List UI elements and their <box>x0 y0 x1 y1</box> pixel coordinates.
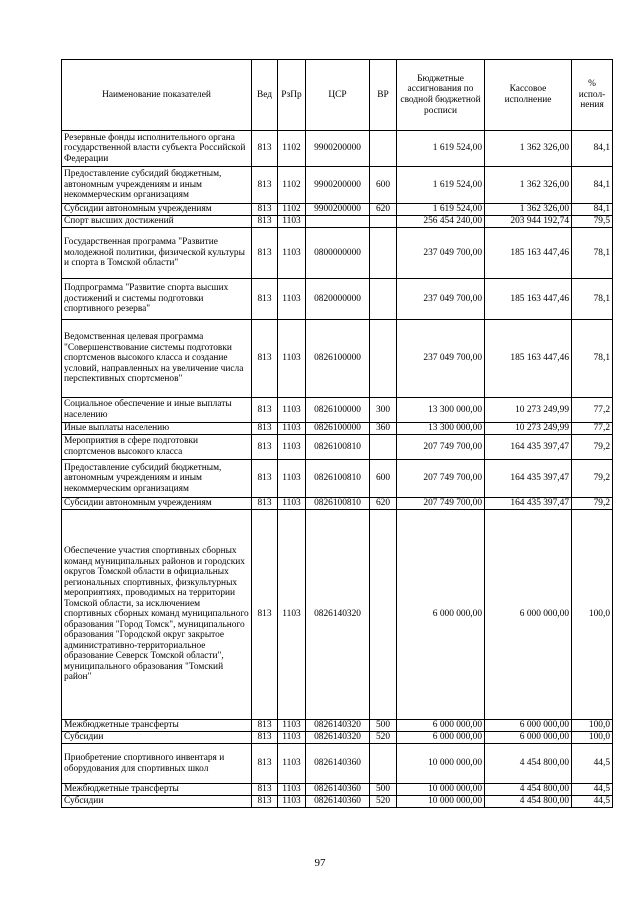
row-cash: 164 435 397,47 <box>485 435 572 460</box>
row-ved: 813 <box>252 460 278 498</box>
col-header-vr: ВР <box>370 60 397 131</box>
table-row <box>62 510 613 720</box>
row-cash: 185 163 447,46 <box>485 228 572 279</box>
row-cash: 164 435 397,47 <box>485 460 572 498</box>
row-vr <box>370 131 397 167</box>
row-ved: 813 <box>252 216 278 228</box>
table-row <box>62 498 613 510</box>
row-vr: 360 <box>370 423 397 435</box>
row-ved: 813 <box>252 784 278 796</box>
row-name: Субсидии автономным учреждениям <box>62 204 252 216</box>
row-name: Социальное обеспечение и иные выплаты населению <box>62 398 252 423</box>
row-csr: 9900200000 <box>306 204 370 216</box>
row-budget: 10 000 000,00 <box>397 744 485 784</box>
table-row <box>62 398 613 423</box>
row-vr: 600 <box>370 167 397 204</box>
row-percent: 100,0 <box>572 720 613 732</box>
row-csr: 0826140360 <box>306 796 370 808</box>
row-percent: 44,5 <box>572 784 613 796</box>
row-rzpr: 1103 <box>278 796 306 808</box>
row-cash: 1 362 326,00 <box>485 131 572 167</box>
row-ved: 813 <box>252 204 278 216</box>
row-budget: 256 454 240,00 <box>397 216 485 228</box>
table-row <box>62 216 613 228</box>
row-percent: 79,5 <box>572 216 613 228</box>
row-rzpr: 1103 <box>278 510 306 720</box>
row-name: Субсидии <box>62 796 252 808</box>
row-budget: 6 000 000,00 <box>397 720 485 732</box>
row-vr: 500 <box>370 784 397 796</box>
row-vr <box>370 216 397 228</box>
row-rzpr: 1103 <box>278 228 306 279</box>
row-cash: 185 163 447,46 <box>485 320 572 398</box>
table-row <box>62 320 613 398</box>
row-rzpr: 1103 <box>278 279 306 320</box>
table-row <box>62 732 613 744</box>
row-budget: 207 749 700,00 <box>397 460 485 498</box>
row-cash: 4 454 800,00 <box>485 796 572 808</box>
row-csr: 0826100810 <box>306 435 370 460</box>
row-csr: 0826100000 <box>306 320 370 398</box>
row-cash: 4 454 800,00 <box>485 784 572 796</box>
row-cash: 10 273 249,99 <box>485 423 572 435</box>
table-row <box>62 423 613 435</box>
row-csr: 0826140320 <box>306 720 370 732</box>
row-vr <box>370 228 397 279</box>
row-ved: 813 <box>252 398 278 423</box>
row-ved: 813 <box>252 510 278 720</box>
row-cash: 203 944 192,74 <box>485 216 572 228</box>
row-ved: 813 <box>252 423 278 435</box>
row-budget: 1 619 524,00 <box>397 131 485 167</box>
row-percent: 78,1 <box>572 320 613 398</box>
col-header-percent: % испол-нения <box>572 60 613 131</box>
row-cash: 1 362 326,00 <box>485 204 572 216</box>
row-budget: 10 000 000,00 <box>397 784 485 796</box>
row-vr: 620 <box>370 204 397 216</box>
row-budget: 207 749 700,00 <box>397 498 485 510</box>
col-header-ved: Вед <box>252 60 278 131</box>
row-percent: 44,5 <box>572 744 613 784</box>
row-vr: 520 <box>370 796 397 808</box>
row-vr: 300 <box>370 398 397 423</box>
row-name: Межбюджетные трансферты <box>62 720 252 732</box>
row-ved: 813 <box>252 279 278 320</box>
row-budget: 237 049 700,00 <box>397 279 485 320</box>
row-rzpr: 1102 <box>278 131 306 167</box>
row-csr: 0826100810 <box>306 460 370 498</box>
row-ved: 813 <box>252 320 278 398</box>
table-row <box>62 435 613 460</box>
row-ved: 813 <box>252 720 278 732</box>
col-header-rzpr: РзПр <box>278 60 306 131</box>
row-name: Предоставление субсидий бюджетным, автономным учреждениям и иным некоммерческим организациям <box>62 460 252 498</box>
row-cash: 10 273 249,99 <box>485 398 572 423</box>
row-ved: 813 <box>252 796 278 808</box>
row-budget: 237 049 700,00 <box>397 320 485 398</box>
table-row <box>62 796 613 808</box>
row-percent: 78,1 <box>572 228 613 279</box>
row-rzpr: 1103 <box>278 744 306 784</box>
row-name: Государственная программа "Развитие молодежной политики, физической культуры и спорта в Томской области" <box>62 228 252 279</box>
row-percent: 79,2 <box>572 435 613 460</box>
row-cash: 1 362 326,00 <box>485 167 572 204</box>
row-percent: 79,2 <box>572 498 613 510</box>
col-header-budget: Бюджетные ассигнования по сводной бюджетной росписи <box>397 60 485 131</box>
row-ved: 813 <box>252 498 278 510</box>
row-name: Приобретение спортивного инвентаря и оборудования для спортивных школ <box>62 744 252 784</box>
row-rzpr: 1103 <box>278 498 306 510</box>
table-row <box>62 279 613 320</box>
row-csr: 0826140320 <box>306 510 370 720</box>
row-percent: 77,2 <box>572 398 613 423</box>
table-row <box>62 720 613 732</box>
row-percent: 100,0 <box>572 732 613 744</box>
row-rzpr: 1103 <box>278 720 306 732</box>
row-rzpr: 1103 <box>278 784 306 796</box>
row-percent: 44,5 <box>572 796 613 808</box>
row-ved: 813 <box>252 744 278 784</box>
row-csr: 0826140320 <box>306 732 370 744</box>
row-rzpr: 1102 <box>278 204 306 216</box>
row-percent: 100,0 <box>572 510 613 720</box>
col-header-cash: Кассовое исполнение <box>485 60 572 131</box>
row-vr: 600 <box>370 460 397 498</box>
row-ved: 813 <box>252 732 278 744</box>
row-name: Ведомственная целевая программа "Совершенствование системы подготовки спортсменов высокого класса и создание условий, направленных на увеличение числа перспективных спортсменов" <box>62 320 252 398</box>
row-budget: 13 300 000,00 <box>397 423 485 435</box>
col-header-csr: ЦСР <box>306 60 370 131</box>
table-row <box>62 204 613 216</box>
row-ved: 813 <box>252 228 278 279</box>
table-row <box>62 744 613 784</box>
row-budget: 237 049 700,00 <box>397 228 485 279</box>
table-row <box>62 131 613 167</box>
row-csr: 0820000000 <box>306 279 370 320</box>
budget-table <box>61 59 613 808</box>
row-vr: 500 <box>370 720 397 732</box>
row-cash: 6 000 000,00 <box>485 732 572 744</box>
row-cash: 6 000 000,00 <box>485 510 572 720</box>
row-ved: 813 <box>252 131 278 167</box>
row-percent: 79,2 <box>572 460 613 498</box>
row-budget: 6 000 000,00 <box>397 732 485 744</box>
page-number: 97 <box>314 857 326 869</box>
row-budget: 13 300 000,00 <box>397 398 485 423</box>
table-row <box>62 167 613 204</box>
row-name: Спорт высших достижений <box>62 216 252 228</box>
row-csr: 0826140360 <box>306 784 370 796</box>
col-header-name: Наименование показателей <box>62 60 252 131</box>
row-cash: 185 163 447,46 <box>485 279 572 320</box>
table-header-row <box>62 60 613 131</box>
row-csr: 0826100000 <box>306 398 370 423</box>
row-rzpr: 1103 <box>278 732 306 744</box>
row-percent: 84,1 <box>572 167 613 204</box>
table-row <box>62 228 613 279</box>
row-rzpr: 1103 <box>278 216 306 228</box>
row-percent: 77,2 <box>572 423 613 435</box>
row-csr <box>306 216 370 228</box>
row-vr: 520 <box>370 732 397 744</box>
row-vr <box>370 320 397 398</box>
row-rzpr: 1103 <box>278 320 306 398</box>
row-percent: 84,1 <box>572 204 613 216</box>
row-csr: 0826100000 <box>306 423 370 435</box>
row-cash: 164 435 397,47 <box>485 498 572 510</box>
row-csr: 9900200000 <box>306 167 370 204</box>
row-csr: 0826140360 <box>306 744 370 784</box>
row-name: Межбюджетные трансферты <box>62 784 252 796</box>
row-ved: 813 <box>252 167 278 204</box>
row-budget: 6 000 000,00 <box>397 510 485 720</box>
row-csr: 9900200000 <box>306 131 370 167</box>
row-name: Обеспечение участия спортивных сборных команд муниципальных районов и городских округов Томской области в официальных региональных спортивных, физкультурных мероприятиях, проводимых на территории Томской области, за исключением спортивных сборных команд муниципального образования "Город Томск", муниципального образования "Городской округ закрытое административно-территориальное образование Северск Томской области", муниципального образования "Томский район" <box>62 510 252 720</box>
row-vr <box>370 744 397 784</box>
row-name: Резервные фонды исполнительного органа государственной власти субъекта Российской Федерации <box>62 131 252 167</box>
row-csr: 0826100810 <box>306 498 370 510</box>
row-rzpr: 1103 <box>278 460 306 498</box>
row-budget: 207 749 700,00 <box>397 435 485 460</box>
row-cash: 4 454 800,00 <box>485 744 572 784</box>
row-budget: 10 000 000,00 <box>397 796 485 808</box>
row-csr: 0800000000 <box>306 228 370 279</box>
row-rzpr: 1103 <box>278 435 306 460</box>
row-name: Предоставление субсидий бюджетным, автономным учреждениям и иным некоммерческим организациям <box>62 167 252 204</box>
row-name: Подпрограмма "Развитие спорта высших достижений и системы подготовки спортивного резерва" <box>62 279 252 320</box>
row-budget: 1 619 524,00 <box>397 167 485 204</box>
row-name: Мероприятия в сфере подготовки спортсменов высокого класса <box>62 435 252 460</box>
row-vr: 620 <box>370 498 397 510</box>
row-vr <box>370 435 397 460</box>
row-cash: 6 000 000,00 <box>485 720 572 732</box>
row-percent: 78,1 <box>572 279 613 320</box>
row-budget: 1 619 524,00 <box>397 204 485 216</box>
row-vr <box>370 279 397 320</box>
row-name: Субсидии <box>62 732 252 744</box>
row-rzpr: 1103 <box>278 423 306 435</box>
row-vr <box>370 510 397 720</box>
row-name: Субсидии автономным учреждениям <box>62 498 252 510</box>
row-rzpr: 1103 <box>278 398 306 423</box>
row-rzpr: 1102 <box>278 167 306 204</box>
row-percent: 84,1 <box>572 131 613 167</box>
table-row <box>62 784 613 796</box>
table-row <box>62 460 613 498</box>
row-name: Иные выплаты населению <box>62 423 252 435</box>
row-ved: 813 <box>252 435 278 460</box>
